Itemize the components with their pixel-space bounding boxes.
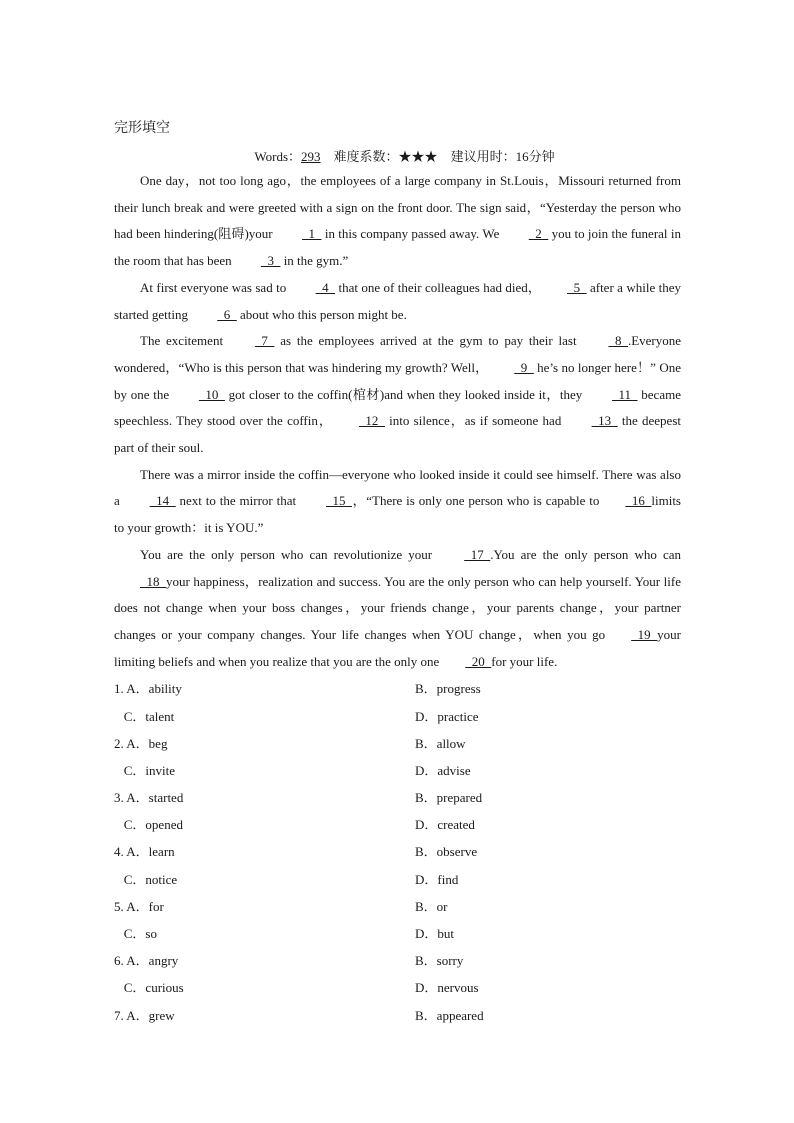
- option-left[interactable]: C．notice: [114, 871, 178, 887]
- document-page: [114, 118, 681, 1029]
- option-right[interactable]: B．appeared: [415, 1007, 484, 1023]
- option-row: [114, 811, 681, 838]
- passage-paragraph: [114, 168, 681, 275]
- option-right[interactable]: D．nervous: [415, 980, 479, 996]
- blank-4[interactable]: 4: [315, 279, 336, 295]
- option-left[interactable]: 6. A．angry: [114, 953, 179, 969]
- option-row: [114, 947, 681, 974]
- option-left[interactable]: 2. A．beg: [114, 735, 168, 751]
- option-right[interactable]: B．observe: [415, 844, 478, 860]
- option-row: [114, 920, 681, 947]
- blank-8[interactable]: 8: [608, 333, 628, 349]
- passage-paragraph: [114, 462, 681, 542]
- blank-1[interactable]: 1: [301, 226, 322, 242]
- suggested-time: 建议用时：16分钟: [450, 149, 555, 164]
- passage-text: your limiting beliefs and when you realize that you are the only one: [114, 626, 681, 669]
- option-row: [114, 784, 681, 811]
- option-left[interactable]: 5. A．for: [114, 898, 164, 914]
- blank-12[interactable]: 12: [358, 413, 385, 429]
- word-count: 293: [301, 149, 321, 164]
- option-row: [114, 974, 681, 1001]
- passage-text: your happiness，realization and success. You are the only person who can help yourself. Your life does not change when your boss changes，your friends change，your parents change，your partner changes or your company changes. Your life changes when YOU change，when you go: [114, 573, 681, 642]
- option-left[interactable]: C．curious: [114, 980, 184, 996]
- option-left[interactable]: 4. A．learn: [114, 844, 175, 860]
- passage-text: you to join the funeral in the room that has been: [114, 226, 681, 269]
- option-left[interactable]: 3. A．started: [114, 790, 184, 806]
- passage-text: in the gym.”: [280, 253, 349, 269]
- option-right[interactable]: D．but: [415, 926, 455, 942]
- blank-14[interactable]: 14: [149, 493, 176, 509]
- option-row: [114, 866, 681, 893]
- passage-text: as the employees arrived at the gym to pay their last: [274, 333, 583, 349]
- blank-9[interactable]: 9: [514, 359, 534, 375]
- option-left[interactable]: C．talent: [114, 708, 175, 724]
- blank-20[interactable]: 20: [465, 653, 492, 669]
- option-right[interactable]: D．practice: [415, 708, 479, 724]
- blank-19[interactable]: 19: [631, 626, 658, 642]
- option-right[interactable]: B．sorry: [415, 953, 464, 969]
- difficulty-rating: 难度系数：★★★: [333, 149, 438, 164]
- option-left[interactable]: C．so: [114, 926, 157, 942]
- option-right[interactable]: B．allow: [415, 735, 466, 751]
- blank-6[interactable]: 6: [217, 306, 237, 322]
- section-title: 完形填空: [114, 121, 170, 136]
- passage-text: next to the mirror that: [175, 493, 300, 509]
- words-label: Words：: [254, 149, 302, 164]
- passage-paragraph: [114, 328, 681, 462]
- passage-text: got closer to the coffin(棺材)and when they looked inside it，they: [224, 386, 587, 402]
- passage-text: that one of their colleagues had died，: [335, 279, 542, 295]
- blank-10[interactable]: 10: [198, 386, 225, 402]
- blank-18[interactable]: 18: [140, 573, 166, 589]
- passage-text: .You are the only person who can: [490, 546, 681, 562]
- option-right[interactable]: B．progress: [415, 681, 481, 697]
- option-right[interactable]: D．created: [415, 817, 475, 833]
- passage-text: he’s no longer here！” One by one the: [114, 359, 681, 402]
- passage-text: There was a mirror inside the coffin—everyone who looked inside it could see himself. There was also a: [114, 466, 681, 509]
- blank-5[interactable]: 5: [567, 279, 587, 295]
- option-left[interactable]: C．opened: [114, 817, 183, 833]
- passage-text: into silence，as if someone had: [384, 413, 566, 429]
- passage-text: .Everyone wondered，“Who is this person that was hindering my growth? Well，: [114, 333, 681, 375]
- option-right[interactable]: D．find: [415, 871, 459, 887]
- passage-text: At first everyone was sad to: [140, 279, 290, 295]
- answer-options: [114, 675, 681, 1028]
- passage-text: about who this person might be.: [236, 306, 407, 322]
- passage-paragraph: [114, 542, 681, 676]
- option-row: [114, 838, 681, 865]
- option-right[interactable]: D．advise: [415, 762, 471, 778]
- blank-7[interactable]: 7: [254, 333, 275, 349]
- passage-text: after a while they started getting: [114, 279, 681, 322]
- passage-text: limits to your growth：it is YOU.”: [114, 493, 681, 536]
- option-row: [114, 703, 681, 730]
- passage-text: in this company passed away. We: [321, 226, 503, 242]
- option-right[interactable]: B．prepared: [415, 790, 483, 806]
- cloze-passage: [114, 168, 681, 675]
- passage-text: became speechless. They stood over the coffin，: [114, 386, 681, 429]
- option-row: [114, 675, 681, 702]
- blank-15[interactable]: 15: [325, 493, 352, 509]
- option-left[interactable]: 1. A．ability: [114, 681, 182, 697]
- option-row: [114, 730, 681, 757]
- option-row: [114, 757, 681, 784]
- option-row: [114, 1002, 681, 1029]
- option-right[interactable]: B．or: [415, 898, 448, 914]
- passage-text: One day，not too long ago，the employees of a large company in St.Louis，Missouri returned from their lunch break and were greeted with a sign on the front door. The sign said，“Yesterday the person who had been hindering(阻碍)your: [114, 173, 681, 242]
- blank-17[interactable]: 17: [464, 546, 491, 562]
- blank-13[interactable]: 13: [591, 413, 618, 429]
- option-left[interactable]: C．invite: [114, 762, 176, 778]
- passage-text: The excitement: [140, 333, 229, 349]
- passage-text: the deepest part of their soul.: [114, 413, 681, 456]
- passage-paragraph: [114, 275, 681, 328]
- passage-meta: [128, 146, 681, 168]
- blank-3[interactable]: 3: [260, 253, 281, 269]
- option-row: [114, 893, 681, 920]
- passage-text: ，“There is only one person who is capable to: [351, 493, 600, 509]
- option-left[interactable]: 7. A．grew: [114, 1007, 175, 1023]
- passage-text: You are the only person who can revolutionize your: [140, 546, 439, 562]
- blank-11[interactable]: 11: [612, 386, 638, 402]
- passage-text: for your life.: [491, 653, 558, 669]
- blank-16[interactable]: 16: [625, 493, 652, 509]
- blank-2[interactable]: 2: [528, 226, 549, 242]
